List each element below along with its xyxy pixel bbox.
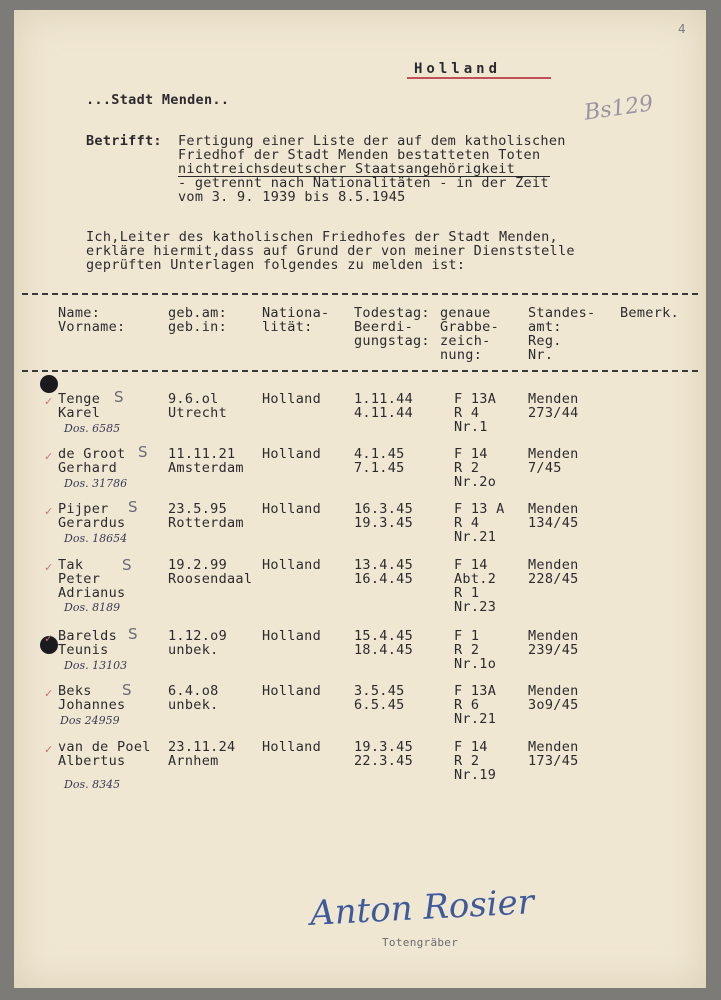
dossier-note: Dos 24959 xyxy=(60,714,120,727)
cell-name: Tenge Karel xyxy=(58,391,101,421)
check-mark: ✓ xyxy=(44,450,54,463)
row-mark: S xyxy=(128,625,138,643)
page-number: 4 xyxy=(678,22,686,36)
cell-name: Barelds Teunis xyxy=(58,628,117,658)
dossier-note: Dos. 8189 xyxy=(64,601,121,614)
row-mark: S xyxy=(122,681,132,699)
check-mark: ✓ xyxy=(44,561,54,574)
check-mark: ✓ xyxy=(44,395,54,408)
cell-registry: Menden 3o9/45 xyxy=(528,683,579,713)
cell-birth: 9.6.ol Utrecht xyxy=(168,391,227,421)
cell-grave: F 14 R 2 Nr.19 xyxy=(454,739,497,783)
document-page xyxy=(14,10,706,988)
cell-birth: 19.2.99 Roosendaal xyxy=(168,557,253,587)
declaration-line-3: geprüften Unterlagen folgendes zu melden ist: xyxy=(86,257,466,273)
cell-registry: Menden 173/45 xyxy=(528,739,579,769)
col-header-registry: Standes- amt: Reg. Nr. xyxy=(528,305,596,363)
cell-grave: F 13A R 4 Nr.1 xyxy=(454,391,497,435)
col-header-grave: genaue Grabbe- zeich- nung: xyxy=(440,305,499,363)
punch-hole-top xyxy=(40,375,58,393)
col-header-nationality: Nationa- lität: xyxy=(262,305,330,335)
city-line: ...Stadt Menden.. xyxy=(86,92,230,108)
declaration-line-2: erkläre hiermit,dass auf Grund der von meiner Dienststelle xyxy=(86,243,575,259)
row-mark: S xyxy=(128,498,138,516)
dossier-note: Dos. 31786 xyxy=(64,477,128,490)
subject-label: Betrifft: xyxy=(86,133,162,149)
cell-death: 13.4.45 16.4.45 xyxy=(354,557,413,587)
table-top-rule xyxy=(22,293,698,295)
cell-name: Tak Peter Adrianus xyxy=(58,557,126,601)
cell-nationality: Holland xyxy=(262,501,321,517)
dossier-note: Dos. 18654 xyxy=(64,532,128,545)
country-heading: Holland xyxy=(414,61,502,77)
cell-death: 16.3.45 19.3.45 xyxy=(354,501,413,531)
dossier-note: Dos. 8345 xyxy=(64,778,121,791)
cell-registry: Menden 239/45 xyxy=(528,628,579,658)
cell-grave: F 14 R 2 Nr.2o xyxy=(454,446,497,490)
declaration-line-1: Ich,Leiter des katholischen Friedhofes der Stadt Menden, xyxy=(86,229,558,245)
col-header-remark: Bemerk. xyxy=(620,305,679,321)
cell-birth: 1.12.o9 unbek. xyxy=(168,628,227,658)
subject-line-5: vom 3. 9. 1939 bis 8.5.1945 xyxy=(178,189,406,205)
cell-birth: 23.5.95 Rotterdam xyxy=(168,501,244,531)
check-mark: ✓ xyxy=(44,743,54,756)
cell-birth: 23.11.24 Arnhem xyxy=(168,739,236,769)
archive-mark: Bs129 xyxy=(582,91,655,126)
check-mark: ✓ xyxy=(44,505,54,518)
check-mark: ✓ xyxy=(44,687,54,700)
cell-nationality: Holland xyxy=(262,739,321,755)
cell-nationality: Holland xyxy=(262,446,321,462)
cell-name: de Groot Gerhard xyxy=(58,446,126,476)
col-header-name: Name: Vorname: xyxy=(58,305,126,335)
dossier-note: Dos. 13103 xyxy=(64,659,128,672)
row-mark: S xyxy=(138,443,148,461)
cell-nationality: Holland xyxy=(262,628,321,644)
row-mark: S xyxy=(122,556,132,574)
signature: Anton Rosier xyxy=(309,882,535,934)
cell-registry: Menden 273/44 xyxy=(528,391,579,421)
dossier-note: Dos. 6585 xyxy=(64,422,121,435)
cell-nationality: Holland xyxy=(262,391,321,407)
col-header-death: Todestag: Beerdi- gungstag: xyxy=(354,305,430,349)
cell-death: 19.3.45 22.3.45 xyxy=(354,739,413,769)
subject-line-2: Friedhof der Stadt Menden bestatteten Toten xyxy=(178,147,541,163)
heading-underline xyxy=(407,77,551,79)
check-mark: ✓ xyxy=(44,632,54,645)
cell-grave: F 14 Abt.2 R 1 Nr.23 xyxy=(454,557,497,615)
cell-name: Beks Johannes xyxy=(58,683,126,713)
cell-grave: F 13A R 6 Nr.21 xyxy=(454,683,497,727)
cell-grave: F 1 R 2 Nr.1o xyxy=(454,628,497,672)
cell-grave: F 13 A R 4 Nr.21 xyxy=(454,501,505,545)
cell-registry: Menden 228/45 xyxy=(528,557,579,587)
cell-birth: 11.11.21 Amsterdam xyxy=(168,446,244,476)
signature-role: Totengräber xyxy=(382,936,459,949)
cell-death: 1.11.44 4.11.44 xyxy=(354,391,413,421)
subject-line-4: - getrennt nach Nationalitäten - in der Zeit xyxy=(178,175,549,191)
cell-nationality: Holland xyxy=(262,683,321,699)
table-header-rule xyxy=(22,370,698,372)
cell-death: 3.5.45 6.5.45 xyxy=(354,683,405,713)
cell-nationality: Holland xyxy=(262,557,321,573)
cell-birth: 6.4.o8 unbek. xyxy=(168,683,219,713)
cell-name: Pijper Gerardus xyxy=(58,501,126,531)
cell-registry: Menden 134/45 xyxy=(528,501,579,531)
row-mark: S xyxy=(114,388,124,406)
subject-line-3: nichtreichsdeutscher Staatsangehörigkeit xyxy=(178,161,516,177)
cell-name: van de Poel Albertus xyxy=(58,739,151,769)
cell-death: 4.1.45 7.1.45 xyxy=(354,446,405,476)
subject-line-1: Fertigung einer Liste der auf dem katholischen xyxy=(178,133,566,149)
cell-registry: Menden 7/45 xyxy=(528,446,579,476)
col-header-birth: geb.am: geb.in: xyxy=(168,305,227,335)
cell-death: 15.4.45 18.4.45 xyxy=(354,628,413,658)
